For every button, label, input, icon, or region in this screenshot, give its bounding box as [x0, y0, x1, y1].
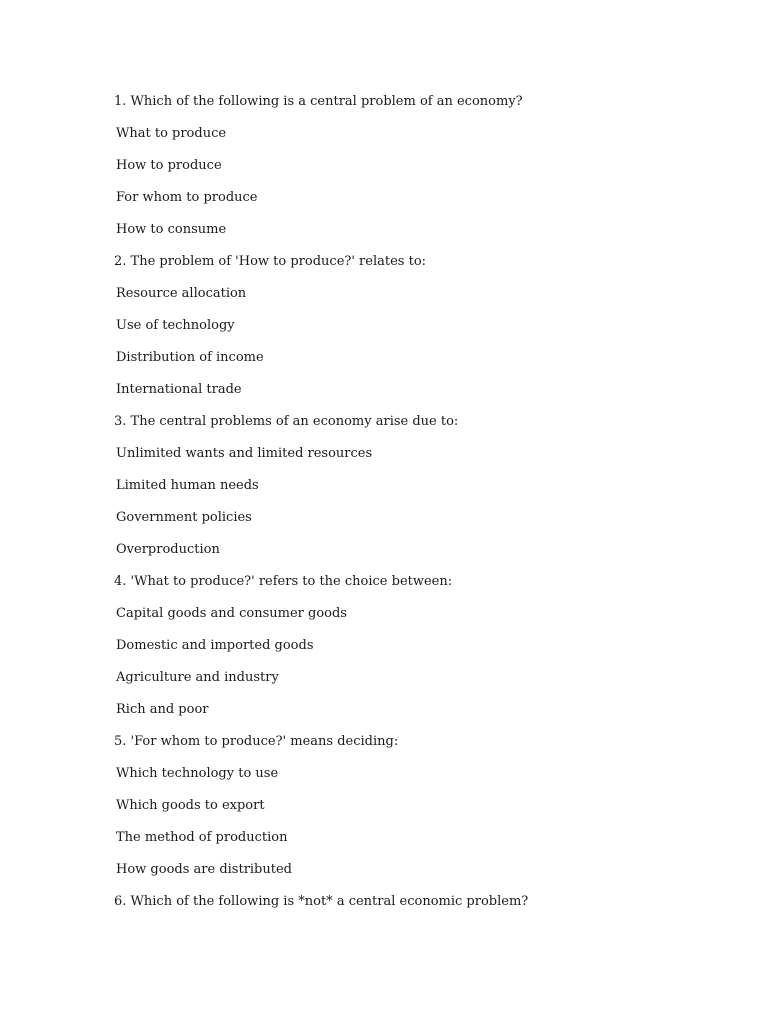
question-5: 5. 'For whom to produce?' means deciding: [114, 734, 399, 749]
question-4-option-1: Capital goods and consumer goods [116, 606, 347, 621]
question-3-option-3: Government policies [116, 510, 252, 525]
question-3: 3. The central problems of an economy arise due to: [114, 414, 459, 429]
question-3-option-2: Limited human needs [116, 478, 259, 493]
question-5-option-3: The method of production [116, 830, 288, 845]
question-1-option-4: How to consume [116, 222, 227, 237]
question-4-option-3: Agriculture and industry [116, 670, 279, 685]
question-5-option-1: Which technology to use [116, 766, 279, 781]
question-4-option-2: Domestic and imported goods [116, 638, 314, 653]
question-1-option-3: For whom to produce [116, 190, 258, 205]
question-2-option-3: Distribution of income [116, 350, 264, 365]
question-5-option-4: How goods are distributed [116, 862, 292, 877]
question-2: 2. The problem of 'How to produce?' relates to: [114, 254, 427, 269]
question-1-option-2: How to produce [116, 158, 222, 173]
question-3-option-1: Unlimited wants and limited resources [116, 446, 373, 461]
question-3-option-4: Overproduction [116, 542, 220, 557]
question-5-option-2: Which goods to export [116, 798, 265, 813]
question-2-option-2: Use of technology [116, 318, 235, 333]
question-1-option-1: What to produce [116, 126, 227, 141]
question-2-option-1: Resource allocation [116, 286, 247, 301]
question-1: 1. Which of the following is a central problem of an economy? [114, 94, 523, 109]
question-4: 4. 'What to produce?' refers to the choice between: [114, 574, 453, 589]
question-6: 6. Which of the following is *not* a central economic problem? [114, 894, 529, 909]
question-2-option-4: International trade [116, 382, 242, 397]
question-4-option-4: Rich and poor [116, 702, 209, 717]
